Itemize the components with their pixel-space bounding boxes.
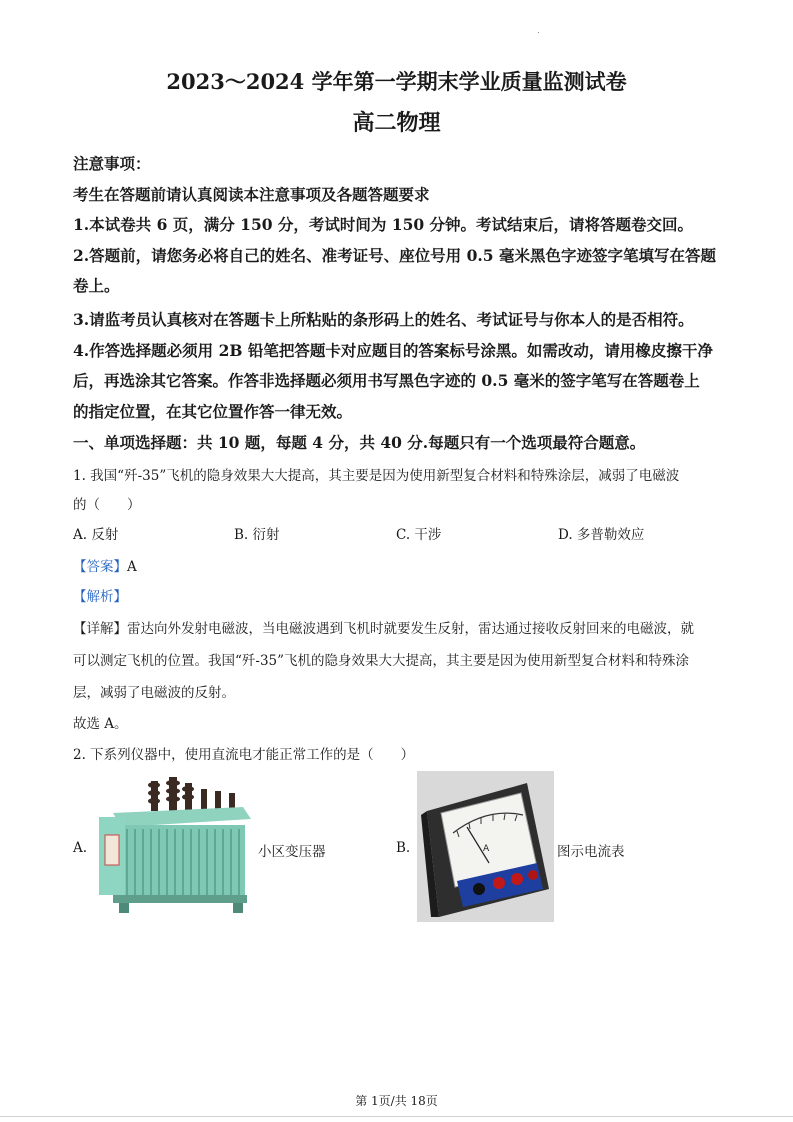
notes-item-4-line-1: 4.作答选择题必须用 2B 铅笔把答题卡对应题目的答案标号涂黑。如需改动，请用橡皮擦干净 <box>73 341 713 360</box>
q1-option-a: A. 反射 <box>73 527 119 543</box>
q2-option-b-text: 图示电流表 <box>557 844 625 860</box>
q1-option-b: B. 衍射 <box>234 527 280 543</box>
q1-option-c: C. 干涉 <box>396 527 442 543</box>
notes-item-1: 1.本试卷共 6 页，满分 150 分，考试时间为 150 分钟。考试结束后，请将答题卷交回。 <box>73 215 694 234</box>
detail-text-1: 雷达向外发射电磁波，当电磁波遇到飞机时就要发生反射，雷达通过接收反射回来的电磁波，就 <box>127 621 694 637</box>
exam-title: 2023～2024 学年第一学期末学业质量监测试卷 <box>166 69 627 94</box>
detail-tag: 【详解】 <box>73 621 127 637</box>
notes-intro: 考生在答题前请认真阅读本注意事项及各题答题要求 <box>73 185 430 204</box>
q1-stem-line-2: 的（ ） <box>73 497 141 513</box>
q1-stem-line-1: 1. 我国“歼-35”飞机的隐身效果大大提高，其主要是因为使用新型复合材料和特殊涂层，减弱了电磁波 <box>73 468 680 484</box>
ammeter-face-letter: A <box>483 844 490 854</box>
q1-detail-line-2: 可以测定飞机的位置。我国“歼-35”飞机的隐身效果大大提高，其主要是因为使用新型复合材料和特殊涂 <box>73 653 690 669</box>
q2-stem: 2. 下系列仪器中，使用直流电才能正常工作的是（ ） <box>73 747 415 763</box>
notes-item-3: 3.请监考员认真核对在答题卡上所粘贴的条形码上的姓名、考试证号与你本人的是否相符。 <box>73 310 694 329</box>
answer-value: A <box>127 559 137 575</box>
q2-option-a-label: A. <box>73 840 88 856</box>
analysis-tag: 【解析】 <box>73 589 127 605</box>
section-1-heading: 一、单项选择题：共 10 题，每题 4 分，共 40 分.每题只有一个选项最符合题意。 <box>73 433 646 452</box>
q2-option-a-text: 小区变压器 <box>258 844 326 860</box>
subject-title: 高二物理 <box>352 110 441 136</box>
q1-detail-line-1 <box>73 617 694 637</box>
answer-tag: 【答案】 <box>73 559 127 575</box>
notes-item-2-line-1: 2.答题前，请您务必将自己的姓名、准考证号、座位号用 0.5 毫米黑色字迹签字笔填写在答题 <box>73 246 716 265</box>
notes-heading: 注意事项： <box>73 154 151 173</box>
footer-divider <box>0 1116 793 1117</box>
ammeter-image <box>417 771 554 922</box>
transformer-image <box>93 773 255 919</box>
notes-item-4-line-2: 后，再选涂其它答案。作答非选择题必须用书写黑色字迹的 0.5 毫米的签字笔写在答题卷上 <box>73 371 700 390</box>
page-footer: 第 1页/共 18页 <box>355 1094 438 1108</box>
q1-answer <box>73 555 137 575</box>
notes-item-4-line-3: 的指定位置，在其它位置作答一律无效。 <box>73 402 353 421</box>
q1-option-d: D. 多普勒效应 <box>558 527 645 543</box>
q1-conclusion: 故选 A。 <box>73 716 128 732</box>
q1-detail-line-3: 层，减弱了电磁波的反射。 <box>73 685 235 701</box>
speck <box>538 32 539 33</box>
q2-option-b-label: B. <box>396 840 411 856</box>
notes-item-2-line-2: 卷上。 <box>73 276 120 295</box>
